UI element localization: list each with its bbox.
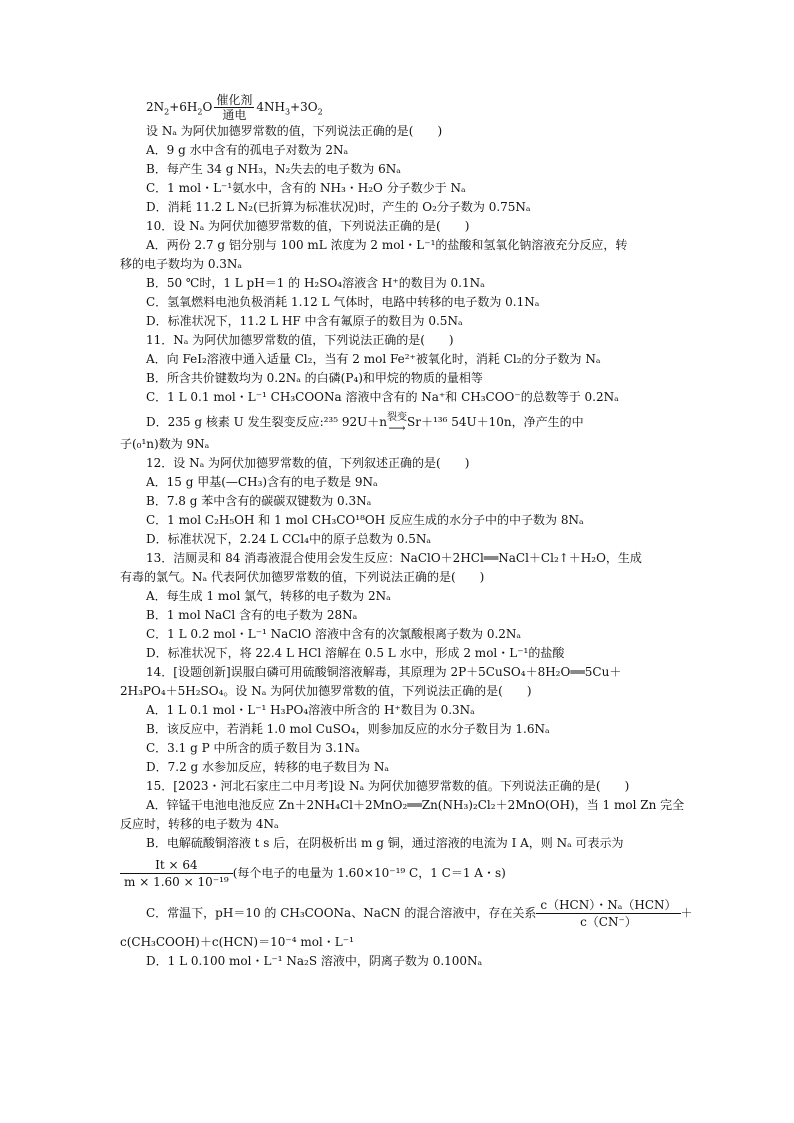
fission-arrow	[387, 413, 407, 433]
q10-option-b: B．50 ℃时，1 L pH＝1 的 H₂SO₄溶液含 H⁺的数目为 0.1Nₐ	[146, 276, 485, 290]
q10-stem: 10．设 Nₐ 为阿伏加德罗常数的值，下列说法正确的是( )	[146, 219, 470, 233]
q12-option-c: C．1 mol C₂H₅OH 和 1 mol CH₃CO¹⁸OH 反应生成的水分子中的中子数为 8Nₐ	[146, 513, 584, 527]
eq-mid: +6H	[169, 100, 198, 114]
reaction-condition	[214, 93, 254, 122]
q15-option-c	[120, 893, 693, 933]
q9-stem: 设 Nₐ 为阿伏加德罗常数的值，下列说法正确的是( )	[146, 124, 443, 138]
arrow-icon: ⟶	[388, 420, 406, 435]
q11-option-b: B．所含共价键数均为 0.2Nₐ 的白磷(P₄)和甲烷的物质的量相等	[146, 371, 483, 385]
q13-option-b: B．1 mol NaCl 含有的电子数为 28Nₐ	[146, 608, 358, 622]
eq-sub: 2	[164, 107, 170, 117]
formula-numerator: It × 64	[120, 857, 233, 874]
q11-option-d	[120, 407, 680, 435]
q11-option-a: A．向 FeI₂溶液中通入适量 Cl₂，当有 2 mol Fe²⁺被氧化时，消耗 Cl₂的分子数为 Nₐ	[146, 352, 601, 366]
q12-stem: 12．设 Nₐ 为阿伏加德罗常数的值，下列叙述正确的是( )	[146, 456, 470, 470]
catalyst-label: 催化剂	[216, 93, 253, 107]
electrolysis-label: 通电	[222, 108, 247, 122]
q12-option-d: D．标准状况下，2.24 L CCl₄中的原子总数为 0.5Nₐ	[146, 532, 431, 546]
q11-d-pre: D．235 g 核素 U 发生裂变反应:²³⁵ 92U＋	[146, 415, 380, 429]
q11-option-c: C．1 L 0.1 mol・L⁻¹ CH₃COONa 溶液中含有的 Na⁺和 CH₃COO⁻的总数等于 0.2Nₐ	[146, 390, 619, 404]
ratio-numerator: c（HCN）・Nₐ（HCN）	[536, 897, 680, 914]
q9-option-c: C．1 mol・L⁻¹氨水中，含有的 NH₃・H₂O 分子数少于 Nₐ	[146, 181, 466, 195]
ratio-denominator: c（CN⁻）	[580, 915, 637, 929]
formula-denominator: m × 1.60 × 10⁻¹⁹	[124, 875, 229, 889]
q10-option-d: D．标准状况下，11.2 L HF 中含有氟原子的数目为 0.5Nₐ	[146, 314, 463, 328]
q13-option-d: D．标准状况下，将 22.4 L HCl 溶解在 0.5 L 水中，形成 2 mol・L⁻¹的盐酸	[146, 646, 565, 660]
q13-option-a: A．每生成 1 mol 氯气，转移的电子数为 2Nₐ	[146, 589, 391, 603]
q14-option-b: B．该反应中，若消耗 1.0 mol CuSO₄，则参加反应的水分子数目为 1.6Nₐ	[146, 722, 550, 736]
fission-label: 裂变	[387, 411, 407, 423]
q10-option-a-cont: 移的电子数均为 0.3Nₐ	[120, 257, 243, 271]
q10-option-c: C．氢氧燃料电池负极消耗 1.12 L 气体时，电路中转移的电子数为 0.1Nₐ	[146, 295, 540, 309]
q11-stem: 11．Nₐ 为阿伏加德罗常数的值，下列说法正确的是( )	[146, 333, 454, 347]
q14-stem-cont: 2H₃PO₄＋5H₂SO₄。设 Nₐ 为阿伏加德罗常数的值，下列说法正确的是( )	[120, 684, 532, 698]
q15-option-d: D．1 L 0.100 mol・L⁻¹ Na₂S 溶液中，阴离子数为 0.100Nₐ	[146, 954, 483, 968]
q9-option-d: D．消耗 11.2 L N₂(已折算为标准状况)时，产生的 O₂分子数为 0.75Nₐ	[146, 200, 531, 214]
ratio-formula	[536, 897, 680, 930]
q15-option-a-cont: 反应时，转移的电子数为 4Nₐ	[120, 817, 279, 831]
q11-d-post: n，净产生的中	[503, 415, 584, 429]
eq-right: 4NH	[256, 100, 285, 114]
document-body	[120, 92, 693, 971]
q14-stem: 14．[设题创新]误服白磷可用硫酸铜溶液解毒，其原理为 2P＋5CuSO₄＋8H₂O══5Cu＋	[146, 665, 622, 679]
na-formula	[120, 857, 233, 890]
q12-option-a: A．15 g 甲基(—CH₃)含有的电子数是 9Nₐ	[146, 475, 378, 489]
q15-c-post: ＋	[680, 906, 693, 920]
q11-d-mid: Sr＋¹³⁶ 54U＋10	[407, 415, 504, 429]
eq-right2: +3O	[290, 100, 318, 114]
q15-option-c-cont: c(CH₃COOH)＋c(HCN)＝10⁻⁴ mol・L⁻¹	[120, 935, 354, 949]
formula-note: (每个电子的电量为 1.60×10⁻¹⁹ C，1 C＝1 A・s)	[232, 866, 506, 880]
reaction-equation	[120, 92, 680, 122]
q14-option-c: C．3.1 g P 中所含的质子数目为 3.1Nₐ	[146, 741, 360, 755]
q14-option-a: A．1 L 0.1 mol・L⁻¹ H₃PO₄溶液中所含的 H⁺数目为 0.3Nₐ	[146, 703, 475, 717]
q15-option-b: B．电解硫酸铜溶液 t s 后，在阴极析出 m g 铜，通过溶液的电流为 I A，则 Nₐ 可表示为	[146, 836, 624, 850]
q9-option-a: A．9 g 水中含有的孤电子对数为 2Nₐ	[146, 143, 349, 157]
q14-option-d: D．7.2 g 水参加反应，转移的电子数目为 Nₐ	[146, 760, 389, 774]
eq-left: 2N	[146, 100, 165, 114]
q15-c-pre: C．常温下，pH＝10 的 CH₃COONa、NaCN 的混合溶液中，存在关系	[146, 906, 537, 920]
q15-stem: 15．[2023・河北石家庄二中月考]设 Nₐ 为阿伏加德罗常数的值。下列说法正确的是( )	[146, 779, 630, 793]
eq-sub: 2	[197, 107, 203, 117]
q15-option-b-formula	[120, 853, 680, 893]
q9-option-b: B．每产生 34 g NH₃，N₂失去的电子数为 6Nₐ	[146, 162, 401, 176]
eq-sub: 2	[317, 107, 323, 117]
q13-option-c: C．1 L 0.2 mol・L⁻¹ NaClO 溶液中含有的次氯酸根离子数为 0.2Nₐ	[146, 627, 522, 641]
q13-stem-cont: 有毒的氯气。Nₐ 代表阿伏加德罗常数的值，下列说法正确的是( )	[120, 570, 485, 584]
q13-stem: 13．洁厕灵和 84 消毒液混合使用会发生反应：NaClO＋2HCl══NaCl＋Cl₂↑＋H₂O，生成	[146, 551, 642, 565]
q12-option-b: B．7.8 g 苯中含有的碳碳双键数为 0.3Nₐ	[146, 494, 372, 508]
q11-option-d-cont: 子(₀¹n)数为 9Nₐ	[120, 437, 210, 451]
eq-mid2: O	[202, 100, 213, 114]
q15-option-a: A．锌锰干电池电池反应 Zn＋2NH₄Cl＋2MnO₂══Zn(NH₃)₂Cl₂＋2MnO(OH)，当 1 mol Zn 完全	[146, 798, 685, 812]
q10-option-a: A．两份 2.7 g 铝分别与 100 mL 浓度为 2 mol・L⁻¹的盐酸和氢氧化钠溶液充分反应，转	[146, 238, 628, 252]
eq-sub: 3	[284, 107, 291, 117]
q11-d-n1: n	[379, 415, 387, 429]
